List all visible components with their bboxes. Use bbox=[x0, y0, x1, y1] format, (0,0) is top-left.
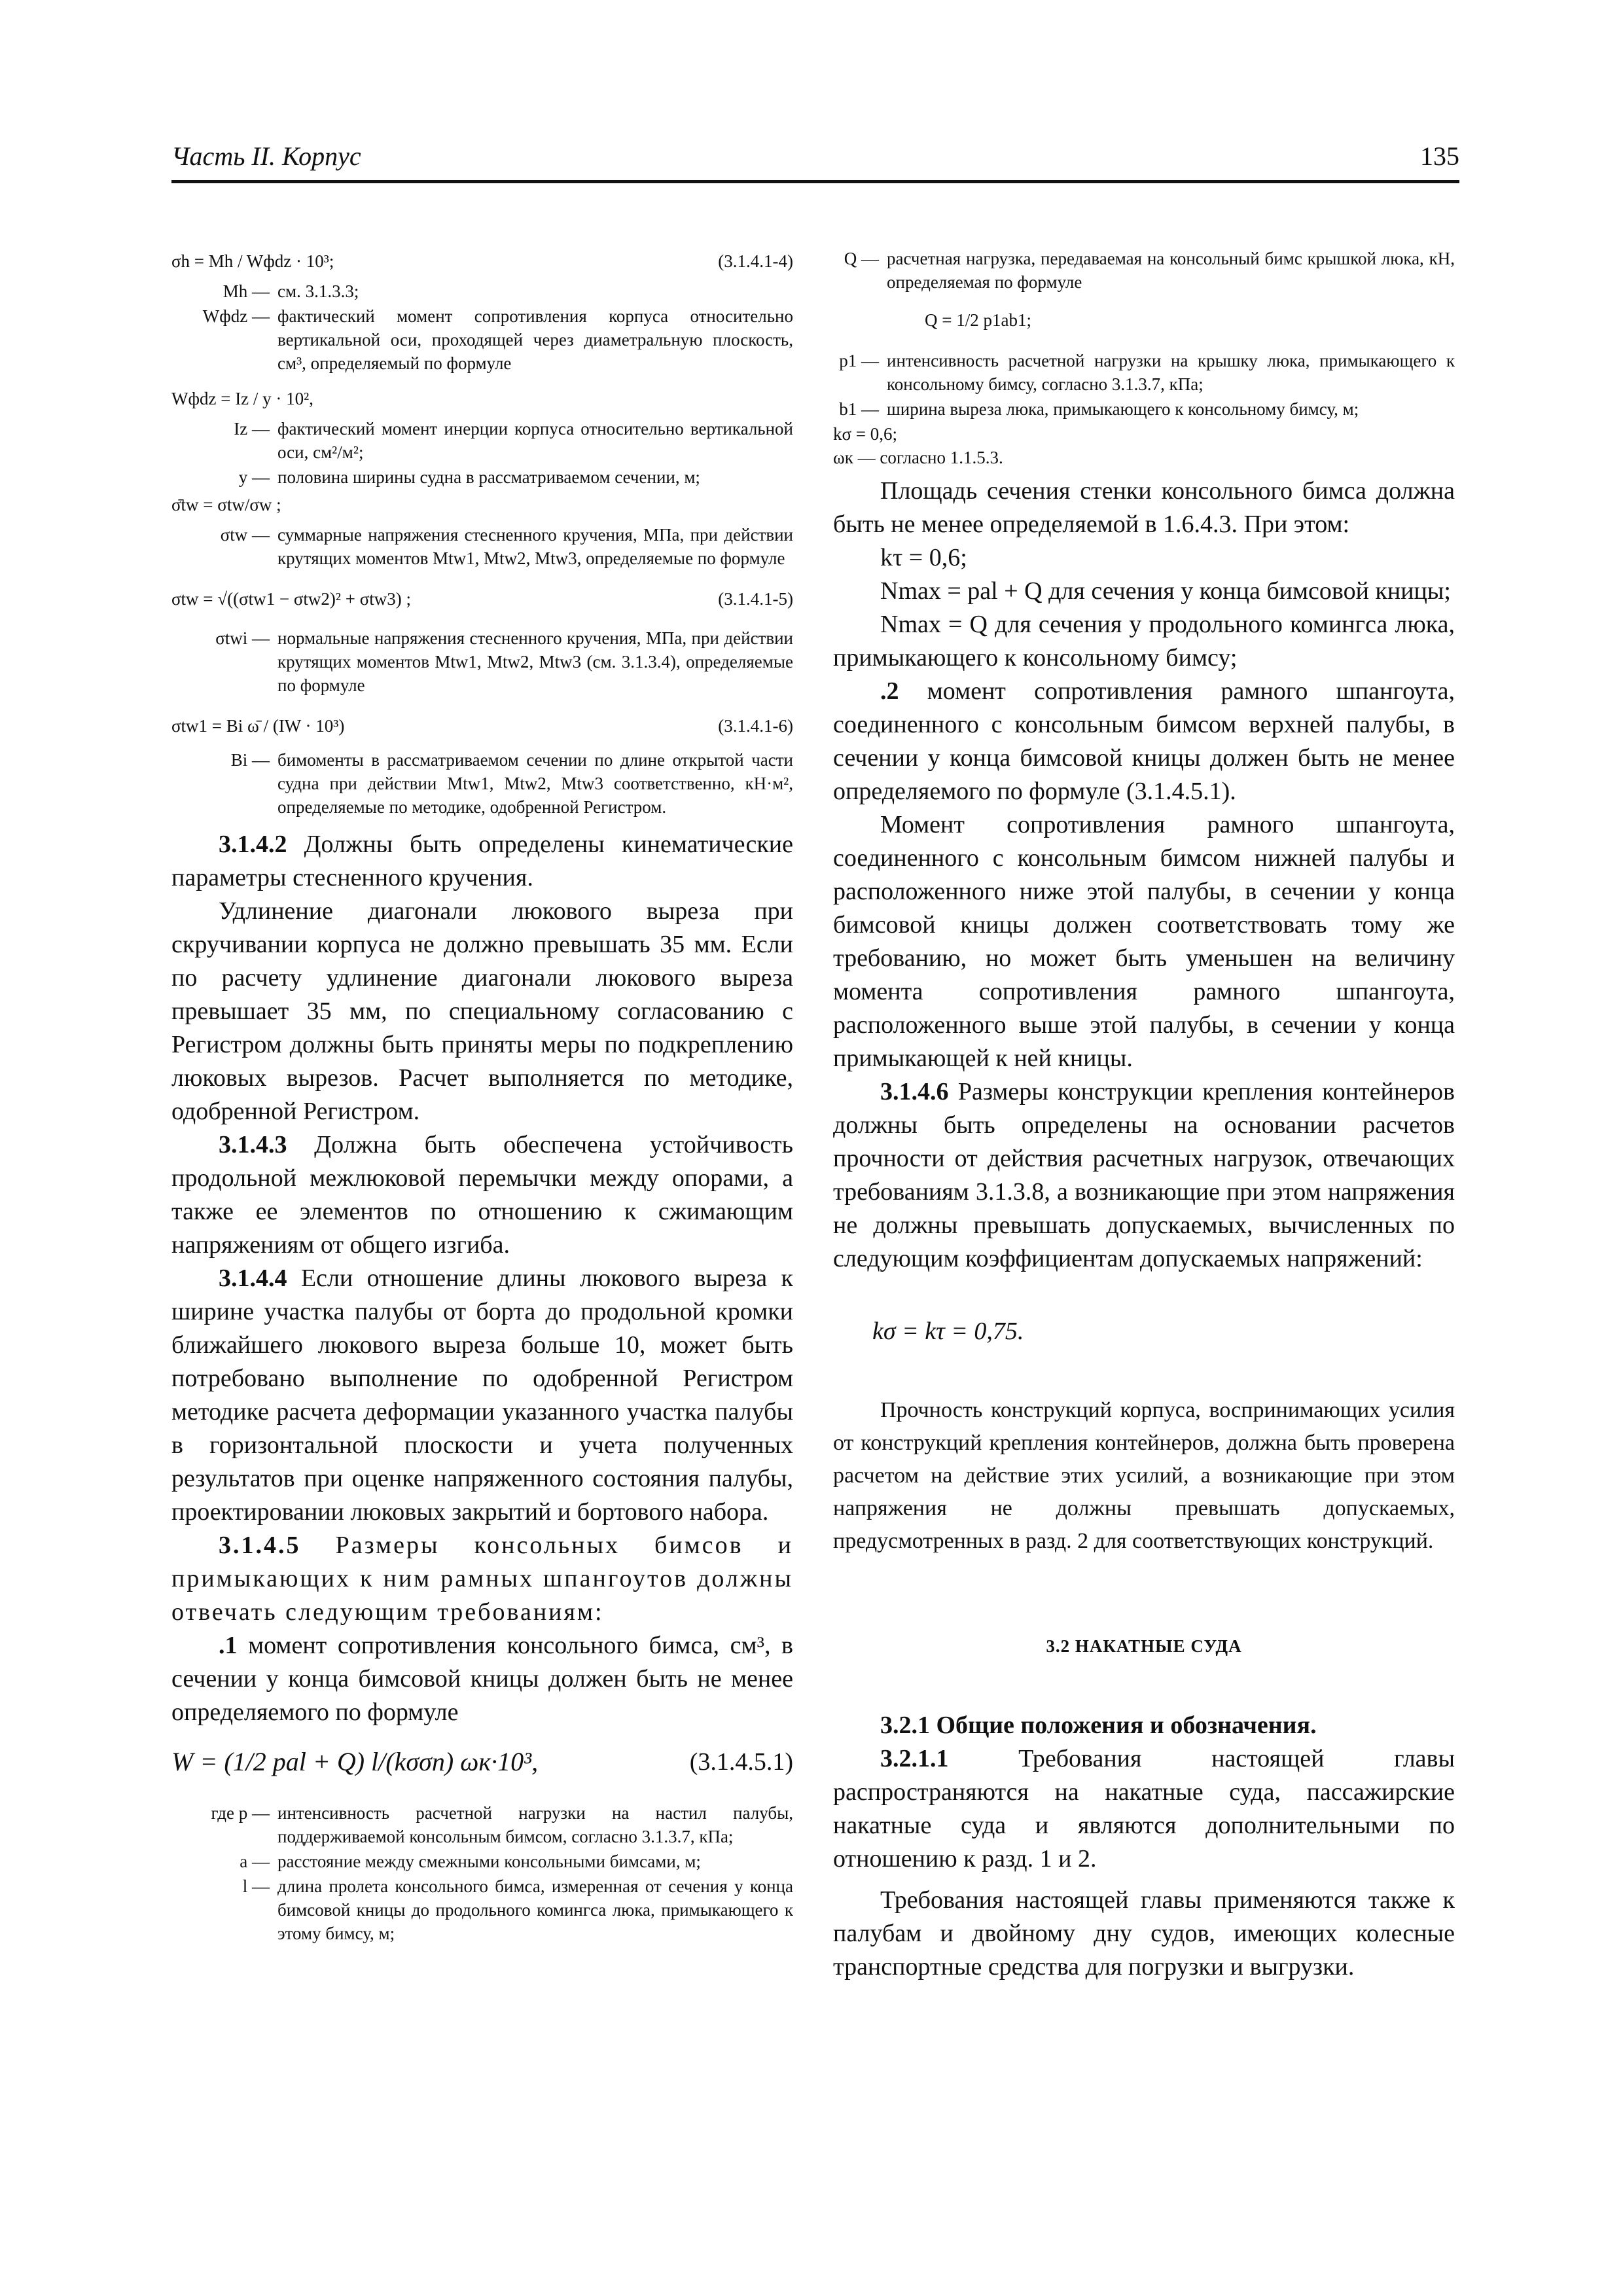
item-number: .2 bbox=[880, 677, 899, 705]
def-symbol: b1 — bbox=[839, 399, 879, 419]
paragraph-text: момент сопротивления консольного бимса, см³, в сечении у конца бимсовой кницы должен быть не менее определяемого по формуле bbox=[171, 1632, 793, 1726]
paragraph-text: Должна быть обеспечена устойчивость продольной межлюковой перемычки между опорами, а также ее элементов по отношению к сжимающим напряжениям от общего изгиба. bbox=[171, 1131, 793, 1259]
clause-number: 3.1.4.4 bbox=[219, 1265, 287, 1292]
def-symbol: Bi — bbox=[230, 750, 270, 770]
formula-text: σtw = √((σtw1 − σtw2)² + σtw3) ; bbox=[171, 589, 412, 609]
formula-label: (3.1.4.1-4) bbox=[718, 251, 793, 271]
formula-3-1-4-1-4 bbox=[171, 249, 793, 276]
running-title: Часть II. Корпус bbox=[171, 141, 361, 171]
paragraph: Момент сопротивления рамного шпангоута, соединенного с консольным бимсом нижней палубы и расположенного ниже этой палубы, в сечении у конца бимсовой кницы должен соответствовать тому же требованию, но может быть уменьшен на величину момента сопротивления рамного шпангоута, расположенного выше этой палубы, в сечении у конца примыкающей к ней кницы. bbox=[833, 811, 1455, 1072]
clause-number: 3.2.1.1 bbox=[880, 1745, 949, 1772]
formula-label: (3.1.4.1-6) bbox=[718, 716, 793, 736]
formula-text: σh = Mh / Wфdz · 10³; bbox=[171, 251, 334, 271]
def-text: суммарные напряжения стесненного кручения, МПа, при действии крутящих моментов Mtw1, Mtw2, Mtw3, определяемые по формуле bbox=[277, 525, 793, 568]
formula-k: kσ = kτ = 0,75. bbox=[872, 1318, 1024, 1345]
paragraph: Площадь сечения стенки консольного бимса должна быть не менее определяемой в 1.6.4.3. При этом: bbox=[833, 477, 1455, 538]
formula-text: Wфdz = Iz / y · 10², bbox=[171, 389, 314, 408]
definition bbox=[833, 349, 1455, 396]
clause-number: 3.1.4.6 bbox=[880, 1078, 949, 1105]
def-text: длина пролета консольного бимса, измеренная от сечения у конца бимсовой кницы до продольного комингса люка, примыкающего к этому бимсу, м; bbox=[277, 1876, 793, 1943]
definition bbox=[833, 397, 1455, 421]
def-symbol: σtw — bbox=[220, 525, 270, 545]
definition bbox=[833, 247, 1455, 294]
def-text: фактический момент сопротивления корпуса относительно вертикальной оси, проходящей через диаметральную плоскость, см³, определяемый по формуле bbox=[277, 306, 793, 373]
formula-label: (3.1.4.1-5) bbox=[718, 589, 793, 609]
definition bbox=[171, 1874, 793, 1945]
def-symbol: p1 — bbox=[839, 351, 879, 370]
left-column bbox=[171, 245, 793, 1946]
def-symbol: Mh — bbox=[223, 281, 270, 301]
page-number: 135 bbox=[1420, 141, 1459, 171]
right-column bbox=[833, 245, 1455, 1984]
paragraph: Требования настоящей главы применяются также к палубам и двойному дну судов, имеющих колесные транспортные средства для погрузки и выгрузки. bbox=[833, 1886, 1455, 1981]
formula-q bbox=[925, 308, 1455, 334]
paragraph-text: Размеры конструкции крепления контейнеров должны быть определены на основании расчетов прочности от действия расчетных нагрузок, отвечающих требованиям 3.1.3.8, а возникающие при этом напряжения не должны превышать допускаемых, вычисленных по следующим коэффициентам допускаемых напряжений: bbox=[833, 1078, 1455, 1272]
def-symbol: σtwi — bbox=[215, 628, 270, 648]
formula-text: σtw1 = Bi ω̄ / (IW · 10³) bbox=[171, 716, 345, 736]
paragraph-3-1-4-3 bbox=[171, 1128, 793, 1262]
formula-3-1-4-1-5 bbox=[171, 587, 793, 613]
paragraph-text: Должны быть определены кинематические параметры стесненного кручения. bbox=[171, 831, 793, 891]
def-symbol bbox=[171, 1801, 270, 1848]
def-text: интенсивность расчетной нагрузки на настил палубы, поддерживаемой консольным бимсом, согласно 3.1.3.7, кПа; bbox=[277, 1803, 793, 1846]
definition bbox=[833, 446, 1455, 469]
paragraph-text: Если отношение длины люкового выреза к ширине участка палубы от борта до продольной кромки ближайшего люкового выреза больше 10, может быть потребовано выполнение по одобренной Регистром методике расчета деформации указанного участка палубы в горизонтальной плоскости и учета полученных результатов при оценке напряженного состояния палубы, проектировании люковых закрытий и бортового набора. bbox=[171, 1265, 793, 1526]
paragraph: Nmax = Q для сечения у продольного комингса люка, примыкающего к консольному бимсу; bbox=[833, 611, 1455, 672]
formula-3-1-4-1-6 bbox=[171, 714, 793, 740]
definition bbox=[171, 523, 793, 570]
paragraph-item-2 bbox=[833, 675, 1455, 808]
where-word: где bbox=[211, 1803, 234, 1823]
definition bbox=[171, 748, 793, 819]
def-text: половина ширины судна в рассматриваемом сечении, м; bbox=[277, 467, 700, 487]
definition bbox=[171, 279, 793, 303]
definition bbox=[171, 626, 793, 697]
definition bbox=[171, 417, 793, 464]
def-symbol-text: p — bbox=[238, 1803, 270, 1823]
clause-number: 3.1.4.3 bbox=[219, 1131, 287, 1158]
def-text: ширина выреза люка, примыкающего к консольному бимсу, м; bbox=[887, 399, 1359, 419]
formula-label: (3.1.4.5.1) bbox=[689, 1748, 793, 1776]
paragraph-3-1-4-4 bbox=[171, 1262, 793, 1529]
def-symbol: l — bbox=[242, 1876, 270, 1896]
formula-text: σ̄tw = σtw/σw ; bbox=[171, 495, 281, 514]
formula-3-1-4-5-1 bbox=[171, 1742, 793, 1782]
def-text: см. 3.1.3.3; bbox=[277, 281, 359, 301]
paragraph-text: Требования настоящей главы распространяются на накатные суда, пассажирские накатные суда и являются дополнительными по отношению к разд. 1 и 2. bbox=[833, 1745, 1455, 1873]
paragraph-item-1 bbox=[171, 1629, 793, 1729]
def-symbol: kσ = 0,6; bbox=[833, 424, 898, 444]
formula-wdz bbox=[171, 387, 793, 413]
item-number: .1 bbox=[219, 1632, 238, 1659]
definition bbox=[171, 465, 793, 489]
paragraph-text: Размеры консольных бимсов и примыкающих к ним рамных шпангоутов должны отвечать следующим требованиям: bbox=[171, 1532, 793, 1626]
def-symbol: Wфdz — bbox=[202, 306, 270, 326]
def-symbol: Iz — bbox=[234, 419, 270, 439]
definition bbox=[171, 304, 793, 375]
paragraph-3-2-1-1 bbox=[833, 1742, 1455, 1876]
paragraph: Прочность конструкций корпуса, воспринимающих усилия от конструкций крепления контейнеров, должна быть проверена расчетом на действие этих усилий, а возникающие при этом напряжения не должны превышать допускаемых, предусмотренных в разд. 2 для соответствующих конструкций. bbox=[833, 1398, 1455, 1553]
definition bbox=[171, 1801, 793, 1848]
subsection-title: 3.2.1 Общие положения и обозначения. bbox=[880, 1712, 1317, 1739]
def-text: бимоменты в рассматриваемом сечении по длине открытой части судна при действии Mtw1, Mtw2, Mtw3 соответственно, кН·м², определяемые по методике, одобренной Регистром. bbox=[277, 750, 793, 817]
formula-text: Q = 1/2 p1ab1; bbox=[925, 310, 1031, 330]
paragraph-3-1-4-5 bbox=[171, 1529, 793, 1629]
def-text: фактический момент инерции корпуса относительно вертикальной оси, см²/м²; bbox=[277, 419, 793, 462]
paragraph-text: момент сопротивления рамного шпангоута, соединенного с консольным бимсом верхней палубы, в сечении у конца бимсовой кницы должен быть не менее определяемого по формуле (3.1.4.5.1). bbox=[833, 677, 1455, 805]
definition bbox=[171, 1850, 793, 1873]
paragraph-3-1-4-2 bbox=[171, 828, 793, 895]
def-text: интенсивность расчетной нагрузки на крышку люка, примыкающего к консольному бимсу, согласно 3.1.3.7, кПа; bbox=[887, 351, 1455, 394]
formula-text: W = (1/2 pal + Q) l/(kσσn) ωк·10³, bbox=[171, 1747, 539, 1776]
def-symbol: a — bbox=[240, 1852, 270, 1871]
page-header bbox=[171, 141, 1459, 183]
section-title: 3.2 НАКАТНЫЕ СУДА bbox=[1046, 1636, 1242, 1656]
def-text: расстояние между смежными консольными бимсами, м; bbox=[277, 1852, 701, 1871]
def-symbol: y — bbox=[238, 467, 270, 487]
def-symbol: Q — bbox=[844, 249, 879, 268]
definition bbox=[833, 422, 1455, 446]
formula-sigma-bar bbox=[171, 493, 793, 519]
def-symbol: ωк — согласно 1.1.5.3. bbox=[833, 448, 1003, 467]
clause-number: 3.1.4.2 bbox=[219, 831, 287, 858]
clause-number: 3.1.4.5 bbox=[219, 1532, 301, 1559]
def-text: нормальные напряжения стесненного кручения, МПа, при действии крутящих моментов Mtw1, Mtw2, Mtw3 (см. 3.1.3.4), определяемые по формуле bbox=[277, 628, 793, 695]
paragraph: Nmax = pal + Q для сечения у конца бимсовой кницы; bbox=[880, 577, 1451, 605]
def-text: расчетная нагрузка, передаваемая на консольный бимс крышкой люка, кН, определяемая по формуле bbox=[887, 249, 1455, 292]
paragraph-3-1-4-6 bbox=[833, 1075, 1455, 1276]
paragraph: kτ = 0,6; bbox=[880, 544, 967, 571]
paragraph: Удлинение диагонали люкового выреза при скручивании корпуса не должно превышать 35 мм. Если по расчету удлинение диагонали люкового выреза превышает 35 мм, по специальному согласованию с Регистром должны быть приняты меры по подкреплению люковых вырезов. Расчет выполняется по методике, одобренной Регистром. bbox=[171, 897, 793, 1125]
